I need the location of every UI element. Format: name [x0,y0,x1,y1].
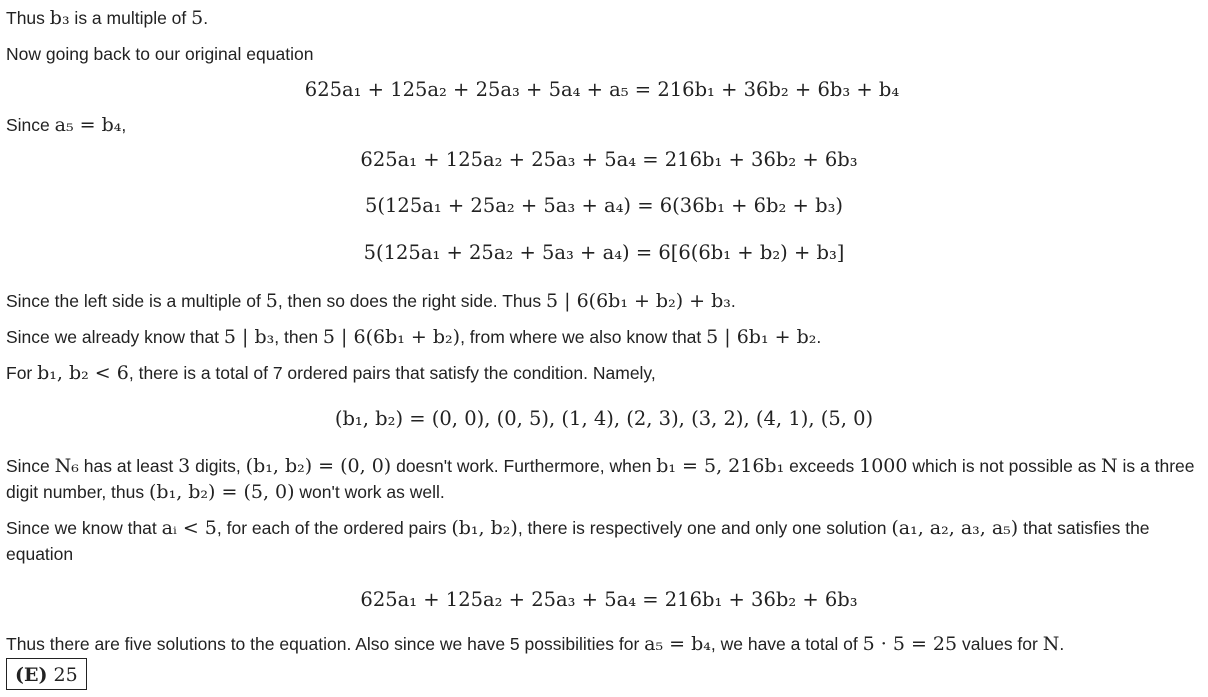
text-b3-multiple-of-5: Thus b₃ is a multiple of 5. [6,7,209,29]
answer-box [6,658,87,690]
answer-value: 25 [47,664,78,686]
text-ordered-pairs: For b₁, b₂ < 6, there is a total of 7 ordered pairs that satisfy the condition. Namely, [6,362,656,384]
text-already-know: Since we already know that 5 | b₃, then 5 | 6(6b₁ + b₂), from where we also know that 5 | 6b₁ + b₂. [6,326,822,348]
equation-nested: 5(125a₁ + 25a₂ + 5a₃ + a₄) = 6[6(6b₁ + b₂) + b₃] [363,241,845,264]
text-since-a5-equals-b4: Since a₅ = b₄, [6,114,127,136]
equation-original: 625a₁ + 125a₂ + 25a₃ + 5a₄ + a₅ = 216b₁ + 36b₂ + 6b₃ + b₄ [304,78,900,101]
answer-letter: (E) [15,664,48,686]
equation-final: 625a₁ + 125a₂ + 25a₃ + 5a₄ = 216b₁ + 36b₂ + 6b₃ [360,588,858,611]
text-n6-digits: Since N₆ has at least 3 digits, (b₁, b₂) = (0, 0) doesn't work. Furthermore, when b₁ = 5, 216b₁ exceeds 1000 which is not possible as N is a three digit number, thus (b₁, b₂) = (5, 0) won't work as well. [6,455,1195,503]
equation-factored: 5(125a₁ + 25a₂ + 5a₃ + a₄) = 6(36b₁ + 6b₂ + b₃) [365,194,843,217]
text-left-side-multiple: Since the left side is a multiple of 5, then so does the right side. Thus 5 | 6(6b₁ + b₂) + b₃. [6,290,736,312]
text-conclusion: Thus there are five solutions to the equation. Also since we have 5 possibilities for a₅ = b₄, we have a total of 5 · 5 = 25 values for N. [6,633,1065,655]
equation-reduced: 625a₁ + 125a₂ + 25a₃ + 5a₄ = 216b₁ + 36b₂ + 6b₃ [360,148,858,171]
text-unique-solution: Since we know that aᵢ < 5, for each of the ordered pairs (b₁, b₂), there is respectively one and only one solution (a₁, a₂, a₃, a₅) that satisfies the equation [6,517,1150,564]
equation-pairs-list: (b₁, b₂) = (0, 0), (0, 5), (1, 4), (2, 3), (3, 2), (4, 1), (5, 0) [334,407,874,430]
text-going-back: Now going back to our original equation [6,44,314,64]
